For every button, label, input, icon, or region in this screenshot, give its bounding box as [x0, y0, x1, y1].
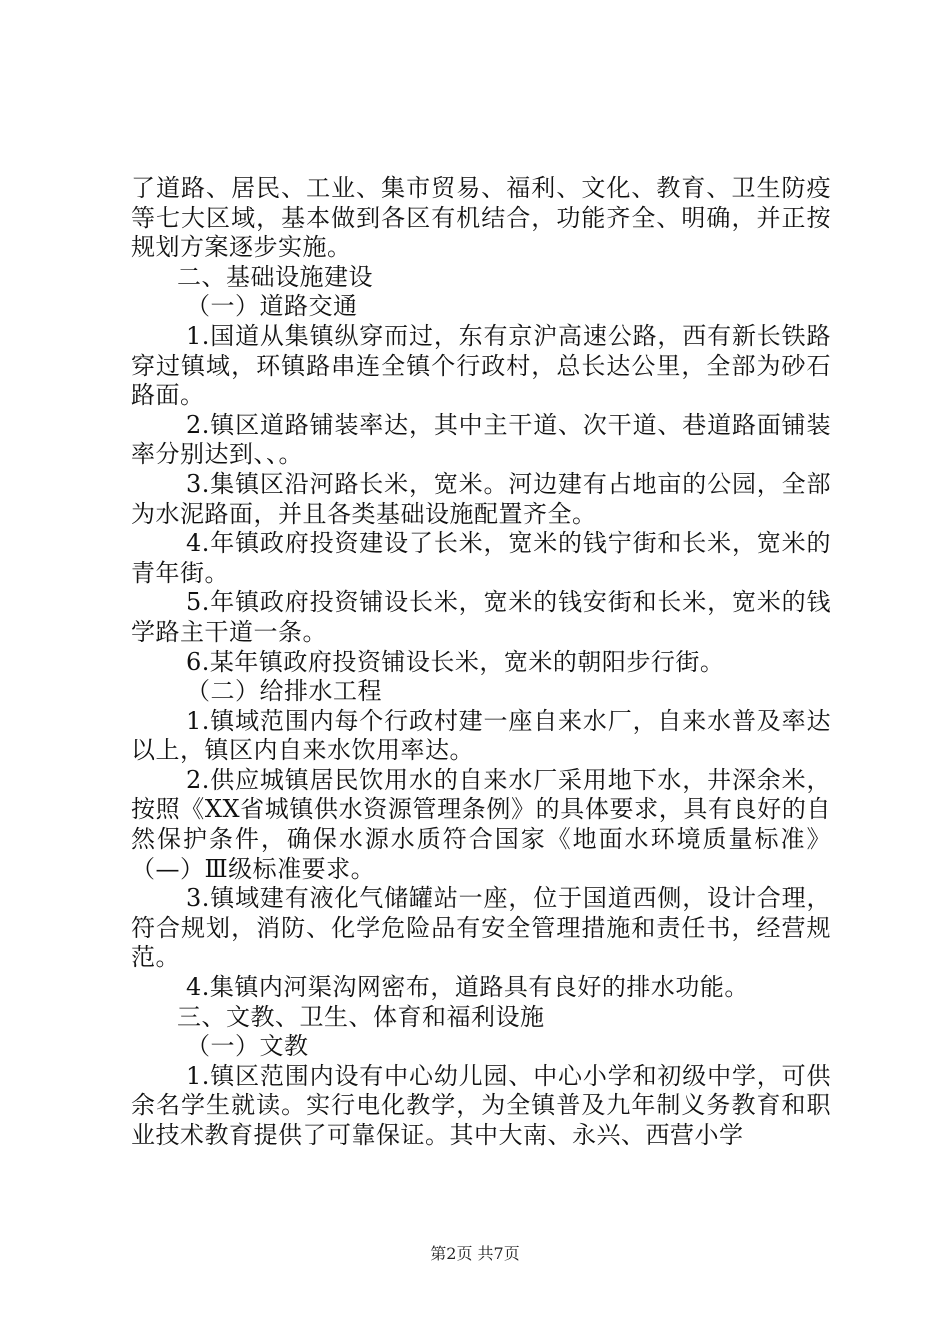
section-heading: 三、文教、卫生、体育和福利设施: [177, 1002, 545, 1031]
subsection-heading: （二）给排水工程: [186, 677, 382, 706]
paragraph: 5.年镇政府投资铺设长米，宽米的钱安街和长米，宽米的钱学路主干道一条。: [131, 588, 831, 646]
paragraph: 了道路、居民、工业、集市贸易、福利、文化、教育、卫生防疫等七大区域，基本做到各区有机结合，功能齐全、明确，并正按规划方案逐步实施。: [131, 174, 831, 262]
paragraph: 3.集镇区沿河路长米，宽米。河边建有占地亩的公园，全部为水泥路面，并且各类基础设施配置齐全。: [131, 469, 831, 528]
paragraph: 2.镇区道路铺装率达，其中主干道、次干道、巷道路面铺装率分别达到、、。: [131, 410, 831, 469]
paragraph: 6.某年镇政府投资铺设长米，宽米的朝阳步行街。: [186, 647, 725, 676]
paragraph: 2.供应城镇居民饮用水的自来水厂采用地下水，井深余米，按照《XX省城镇供水资源管理条例》的具体要求，具有良好的自然保护条件，确保水源水质符合国家《地面水环境质量标准》（—）Ⅲ级标准要求。: [131, 765, 831, 883]
page-footer: 第2页 共7页: [430, 1244, 520, 1263]
paragraph: 1.镇区范围内设有中心幼儿园、中心小学和初级中学，可供余名学生就读。实行电化教学，为全镇普及九年制义务教育和职业技术教育提供了可靠保证。其中大南、永兴、西营小学: [131, 1061, 831, 1149]
section-heading: 二、基础设施建设: [177, 262, 373, 291]
paragraph: 1.国道从集镇纵穿而过，东有京沪高速公路，西有新长铁路穿过镇域，环镇路串连全镇个行政村，总长达公里，全部为砂石路面。: [131, 321, 831, 410]
subsection-heading: （一）道路交通: [186, 292, 358, 321]
document-body: [131, 174, 831, 1151]
subsection-heading: （一）文教: [186, 1032, 309, 1061]
paragraph: 1.镇域范围内每个行政村建一座自来水厂，自来水普及率达以上，镇区内自来水饮用率达。: [131, 706, 831, 765]
paragraph: 4.集镇内河渠沟网密布，道路具有良好的排水功能。: [186, 973, 749, 1002]
paragraph: 4.年镇政府投资建设了长米，宽米的钱宁街和长米，宽米的青年街。: [131, 529, 831, 587]
paragraph: 3.镇域建有液化气储罐站一座，位于国道西侧，设计合理，符合规划，消防、化学危险品有安全管理措施和责任书，经营规范。: [131, 884, 831, 972]
